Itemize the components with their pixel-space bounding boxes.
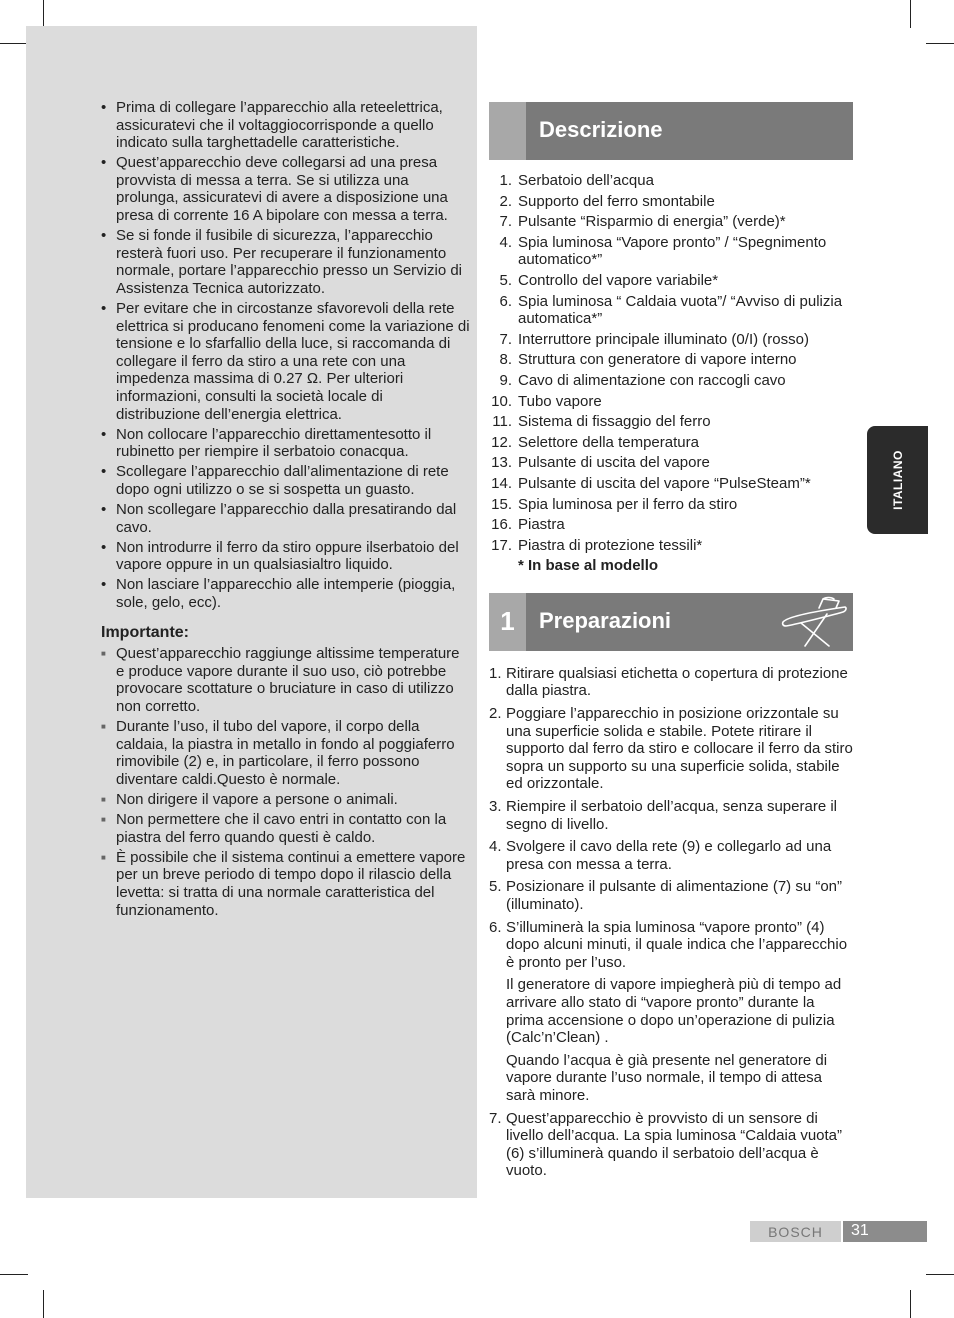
list-item: ■ È possibile che il sistema continui a emettere vapore per un breve periodo di tempo dopo il rilascio della levetta: si tratta di una normale caratteristica del funzionamento. [98,849,470,919]
item-number: 1. [499,172,512,189]
list-item: • Non collocare l’apparecchio direttamentesotto il rubinetto per riempire il serbatoio conacqua. [98,426,470,461]
list-item [489,1110,853,1180]
preparazioni-header [489,593,853,651]
crop-mark [0,43,28,44]
right-column [489,102,853,1185]
header-tab [489,102,526,160]
section-title: Descrizione [539,117,663,142]
item-number: 11. [492,413,512,431]
crop-mark [910,0,911,28]
crop-mark [910,1290,911,1318]
list-item: ■ Durante l’uso, il tubo del vapore, il corpo della caldaia, la piastra in metallo in fondo al poggiaferro rimovibile (2) e, in particolare, il ferro possono diventare caldi.Questo è normale. [98,718,470,788]
list-item: • Quest’apparecchio deve collegarsi ad una presa provvista di messa a terra. Se si utilizza una prolunga, assicuratevi di avere a disposizione una presa di corrente 16 A bipolare con messa a terra. [98,154,470,224]
list-item [489,272,853,290]
list-item [489,454,853,472]
page-number: 31 [851,1222,869,1239]
important-heading: Importante: [101,623,189,641]
crop-mark [926,43,954,44]
parts-list [489,172,853,554]
item-number: 2. [499,192,512,210]
step-text: Riempire il serbatoio dell’acqua, senza superare il segno di livello. [506,798,838,833]
item-number: 15. [491,495,512,513]
step-text: Quest’apparecchio è provvisto di un sensore di livello dell’acqua. La spia luminosa “Caldaia vuota” (6) s’illuminerà quando il serbatoio dell’acqua è vuoto. [506,1109,843,1180]
step-number: 3. [489,798,502,816]
list-item [489,351,853,369]
item-text: Spia luminosa per il ferro da stiro [518,495,738,513]
list-item [489,331,853,349]
page-number-box [843,1221,927,1242]
item-text: Spia luminosa “Vapore pronto” / “Spegnimento automatico*” [518,233,827,269]
item-number: 7. [499,213,512,231]
brand-label: BOSCH [750,1221,841,1242]
list-item: ■ Non dirigere il vapore a persone o animali. [98,791,470,809]
item-number: 10. [491,392,512,410]
item-number: 4. [499,233,512,251]
list-item: • Non lasciare l’apparecchio alle intemperie (pioggia, sole, gelo, ecc). [98,576,470,611]
descrizione-header [489,102,853,160]
language-label: ITALIANO [890,450,905,510]
item-number: 16. [491,516,512,534]
step-number: 4. [489,838,502,856]
crop-mark [926,1274,954,1275]
item-text: Cavo di alimentazione con raccogli cavo [518,371,786,389]
item-text: Pulsante di uscita del vapore “PulseSteam”* [518,474,811,492]
item-number: 9. [499,371,512,389]
list-item [489,798,853,833]
list-item [489,919,853,1105]
list-item [489,475,853,493]
step-text: S’illuminerà la spia luminosa “vapore pronto” (4) dopo alcuni minuti, il quale indica che l’apparecchio è pronto per l’uso. [506,918,848,971]
safety-list [98,99,470,612]
list-item: • Prima di collegare l’apparecchio alla reteelettrica, assicuratevi che il voltaggiocorrisponde a quello indicato sulla targhettadelle caratteristiche. [98,99,470,152]
list-item [489,516,853,534]
step-number: 2. [489,705,502,723]
list-item [489,665,853,700]
step-note: Quando l’acqua è già presente nel generatore di vapore durante l’uso normale, il tempo di attesa sarà minore. [506,1051,828,1104]
crop-mark [43,0,44,28]
step-note: Il generatore di vapore impiegherà più di tempo ad arrivare allo stato di “vapore pronto” durante la prima accensione o dopo un’operazione di pulizia (Calc’n’Clean) . [506,976,842,1047]
list-item [489,413,853,431]
step-number: 1. [489,664,502,682]
item-text: Tubo vapore [518,392,602,410]
item-number: 13. [491,454,512,472]
item-text: Supporto del ferro smontabile [518,192,715,210]
safety-section [98,99,470,922]
step-number: 6. [489,918,502,936]
list-item [489,705,853,793]
language-tab [867,426,928,534]
item-text: Serbatoio dell’acqua [518,172,654,189]
step-text: Svolgere il cavo della rete (9) e collegarlo ad una presa con messa a terra. [506,838,832,873]
item-text: Piastra di protezione tessili* [518,536,703,554]
list-item: • Se si fonde il fusibile di sicurezza, l’apparecchio resterà fuori uso. Per recuperare il funzionamento normale, portare l’apparecchio presso un Servizio di Assistenza Tecnica autorizzato. [98,227,470,297]
section-title: Preparazioni [539,607,672,633]
list-item: • Non introdurre il ferro da stiro oppure ilserbatoio del vapore oppure in un qualsiasialtro liquido. [98,539,470,574]
list-item [489,372,853,390]
important-list [98,645,470,919]
item-number: 17. [491,536,512,554]
list-item [489,172,853,190]
list-item [489,838,853,873]
step-text: Ritirare qualsiasi etichetta o copertura di protezione dalla piastra. [506,664,848,700]
section-number: 1 [489,593,526,651]
item-number: 12. [491,433,512,451]
list-item: • Scollegare l’apparecchio dall’alimentazione di rete dopo ogni utilizzo o se si sospetta un guasto. [98,463,470,498]
item-text: Selettore della temperatura [518,433,699,451]
item-number: 7. [499,330,512,348]
list-item [489,434,853,452]
step-number: 5. [489,878,502,896]
item-text: Interruttore principale illuminato (0/I) (rosso) [518,330,809,348]
list-item [489,496,853,514]
list-item [489,393,853,411]
list-item [489,213,853,231]
item-number: 6. [499,292,512,310]
item-text: Sistema di fissaggio del ferro [518,413,711,431]
list-item [489,234,853,269]
list-item [489,293,853,328]
item-text: Piastra [518,516,565,534]
crop-mark [0,1274,28,1275]
crop-mark [43,1290,44,1318]
item-text: Struttura con generatore di vapore interno [518,351,797,369]
item-text: Pulsante di uscita del vapore [518,454,710,472]
list-item: • Per evitare che in circostanze sfavorevoli della rete elettrica si producano fenomeni come la variazione di tensione e lo sfarfallio della luce, si raccomanda di collegare il ferro da stiro a una rete con una impedenza massima di 0.27 Ω. Per ulteriori informazioni, consulti la società locale di distribuzione dell’energia elettrica. [98,300,470,423]
item-number: 14. [491,474,512,492]
item-text: Pulsante “Risparmio di energia” (verde)* [518,213,786,231]
list-item [489,878,853,913]
list-item: ■ Non permettere che il cavo entri in contatto con la piastra del ferro quando questi è caldo. [98,811,470,846]
list-item [489,193,853,211]
item-number: 5. [499,271,512,289]
list-item [489,537,853,555]
step-text: Poggiare l’apparecchio in posizione orizzontale su una superficie solida e stabile. Potete ritirare il supporto dal ferro da stiro e collocare il ferro da stiro sopra un supporto su una superficie solida, stabile ed orizzontale. [506,705,853,793]
step-number: 7. [489,1109,502,1127]
item-text: Spia luminosa “ Caldaia vuota”/ “Avviso di pulizia automatica*” [518,292,843,328]
preparation-steps [489,665,853,1180]
item-text: Controllo del vapore variabile* [518,271,719,289]
item-number: 8. [499,351,512,369]
step-text: Posizionare il pulsante di alimentazione (7) su “on” (illuminato). [506,878,843,913]
list-item: • Non scollegare l’apparecchio dalla presatirando dal cavo. [98,501,470,536]
ironing-board-icon [779,596,849,648]
list-item: ■ Quest’apparecchio raggiunge altissime temperature e produce vapore durante il suo uso, ciò potrebbe provocare scottature o bruciature in caso di utilizzo non corretto. [98,645,470,715]
model-note: * In base al modello [518,557,659,575]
